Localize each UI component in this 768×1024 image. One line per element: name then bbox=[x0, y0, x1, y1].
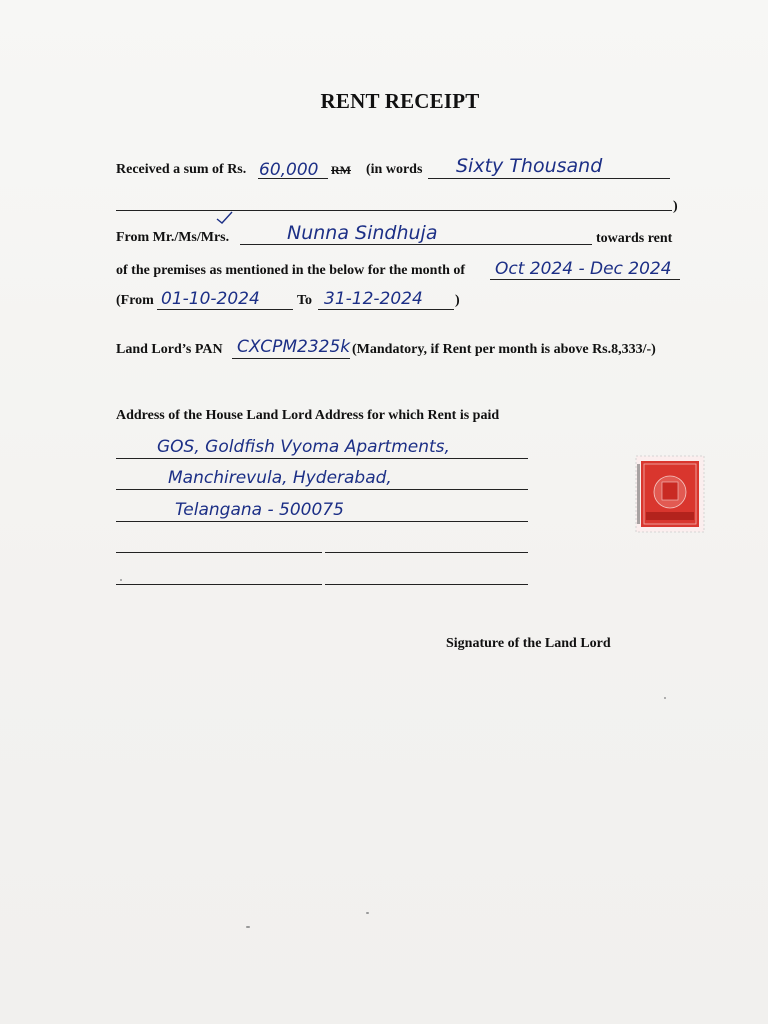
tenant-name: Nunna Sindhuja bbox=[287, 222, 438, 244]
address-heading: Address of the House Land Lord Address for which Rent is paid bbox=[116, 408, 500, 423]
close-paren: ) bbox=[673, 199, 678, 214]
paper-speck bbox=[246, 926, 250, 928]
address-line-3-rule bbox=[116, 521, 528, 522]
premises-label: of the premises as mentioned in the below for the month of bbox=[116, 263, 466, 278]
pan-underline bbox=[232, 358, 350, 359]
amount-words-underline bbox=[428, 178, 670, 179]
received-label: Received a sum of Rs. bbox=[116, 162, 247, 177]
pan-mandatory-note: (Mandatory, if Rent per month is above Rs.8,333/-) bbox=[352, 342, 656, 357]
address-line-2: Manchirevula, Hyderabad, bbox=[168, 468, 392, 488]
towards-rent-label: towards rent bbox=[596, 231, 673, 246]
in-words-label: (in words bbox=[366, 162, 423, 177]
pan-value: CXCPM2325k bbox=[237, 337, 351, 357]
rent-period: Oct 2024 - Dec 2024 bbox=[495, 259, 672, 279]
from-date-underline bbox=[157, 309, 293, 310]
tick-mark-icon bbox=[216, 211, 234, 225]
address-line-2-rule bbox=[116, 489, 528, 490]
address-line-4b-rule bbox=[325, 552, 528, 553]
paper-speck bbox=[664, 697, 666, 699]
period-underline bbox=[490, 279, 680, 280]
revenue-stamp-icon bbox=[634, 454, 706, 534]
page-title: RENT RECEIPT bbox=[320, 89, 480, 113]
address-line-3: Telangana - 500075 bbox=[175, 500, 344, 520]
close-paren-dates: ) bbox=[455, 293, 460, 308]
amount-value: 60,000 bbox=[259, 160, 319, 180]
amount-in-words: Sixty Thousand bbox=[456, 155, 603, 177]
to-date-underline bbox=[318, 309, 454, 310]
from-date-label: (From bbox=[116, 293, 154, 308]
from-name-label: From Mr./Ms/Mrs. bbox=[116, 230, 230, 245]
amount-words-continuation-line bbox=[116, 210, 672, 211]
from-date: 01-10-2024 bbox=[161, 289, 260, 309]
signature-label: Signature of the Land Lord bbox=[446, 636, 611, 651]
tenant-name-underline bbox=[240, 244, 592, 245]
address-line-4a-rule bbox=[116, 552, 322, 553]
struck-currency-text: RM bbox=[331, 163, 351, 177]
to-date: 31-12-2024 bbox=[324, 289, 423, 309]
address-line-5b-rule bbox=[325, 584, 528, 585]
address-line-1-rule bbox=[116, 458, 528, 459]
paper-speck bbox=[120, 579, 122, 581]
pan-label: Land Lord’s PAN bbox=[116, 342, 223, 357]
paper-speck bbox=[366, 912, 369, 914]
address-line-5a-rule bbox=[116, 584, 322, 585]
to-date-label: To bbox=[297, 293, 313, 308]
address-line-1: GOS, Goldfish Vyoma Apartments, bbox=[157, 437, 450, 457]
